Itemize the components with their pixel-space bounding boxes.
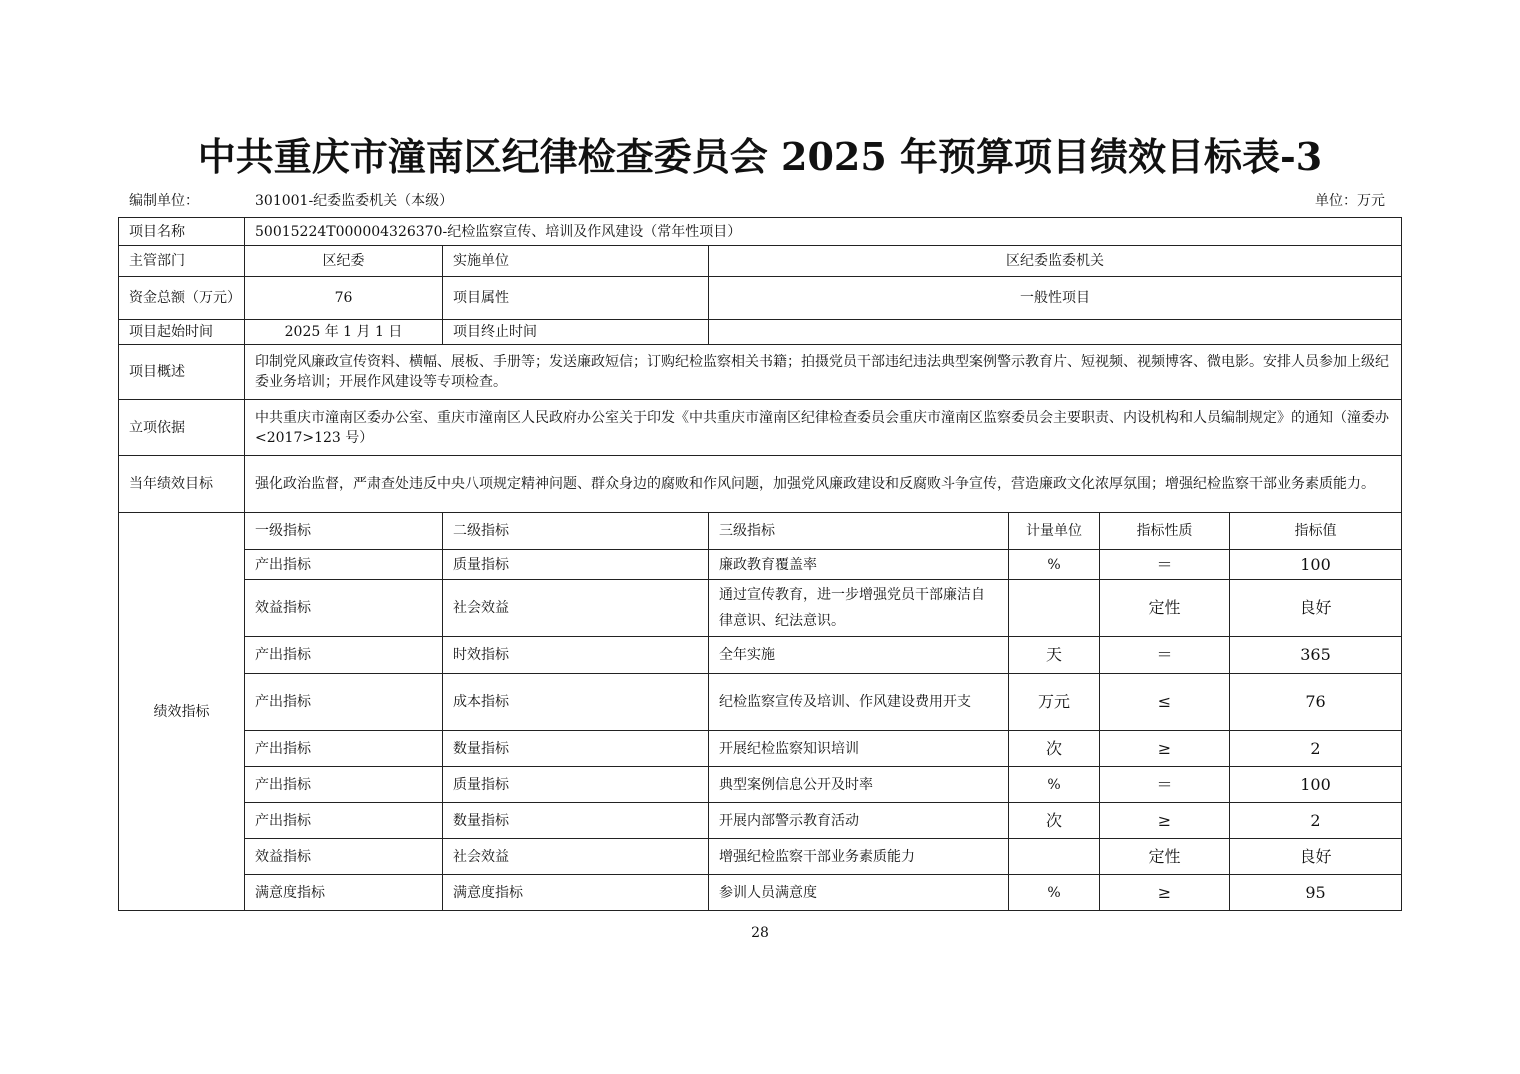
- cell-unit: %: [1009, 767, 1100, 803]
- perf-header-row: [119, 513, 1402, 550]
- project-name-label: 项目名称: [119, 218, 245, 246]
- cell-l2: 质量指标: [443, 550, 709, 580]
- dept-value: 区纪委: [245, 246, 443, 277]
- header-l2: 二级指标: [443, 513, 709, 550]
- attr-value: 一般性项目: [709, 277, 1402, 320]
- cell-nature: ＝: [1100, 550, 1230, 580]
- project-name-value: 50015224T000004326370-纪检监察宣传、培训及作风建设（常年性项目）: [245, 218, 1402, 246]
- fund-label: 资金总额（万元）: [119, 277, 245, 320]
- cell-l3: 增强纪检监察干部业务素质能力: [709, 839, 1009, 875]
- cell-nature: ≥: [1100, 875, 1230, 911]
- table-row: [119, 550, 1402, 580]
- cell-value: 95: [1230, 875, 1402, 911]
- cell-unit: 天: [1009, 637, 1100, 674]
- impl-label: 实施单位: [443, 246, 709, 277]
- cell-value: 良好: [1230, 580, 1402, 637]
- row-dept: [119, 246, 1402, 277]
- performance-table: [118, 217, 1402, 911]
- table-row: [119, 875, 1402, 911]
- cell-value: 100: [1230, 550, 1402, 580]
- cell-unit: [1009, 580, 1100, 637]
- cell-l3: 参训人员满意度: [709, 875, 1009, 911]
- goal-label: 当年绩效目标: [119, 456, 245, 513]
- end-label: 项目终止时间: [443, 320, 709, 345]
- cell-l2: 成本指标: [443, 674, 709, 731]
- header-nature: 指标性质: [1100, 513, 1230, 550]
- cell-value: 365: [1230, 637, 1402, 674]
- basis-label: 立项依据: [119, 400, 245, 456]
- header-l3: 三级指标: [709, 513, 1009, 550]
- overview-label: 项目概述: [119, 345, 245, 400]
- cell-nature: ≤: [1100, 674, 1230, 731]
- row-basis: [119, 400, 1402, 456]
- cell-unit: 次: [1009, 731, 1100, 767]
- page-title: 中共重庆市潼南区纪律检查委员会 2025 年预算项目绩效目标表-3: [197, 134, 1323, 179]
- header-unit: 计量单位: [1009, 513, 1100, 550]
- row-period: [119, 320, 1402, 345]
- table-row: [119, 803, 1402, 839]
- cell-value: 100: [1230, 767, 1402, 803]
- money-unit: 单位：万元: [1315, 193, 1385, 209]
- cell-l2: 满意度指标: [443, 875, 709, 911]
- cell-unit: 万元: [1009, 674, 1100, 731]
- row-fund: [119, 277, 1402, 320]
- unit-org-label: 编制单位：: [129, 193, 199, 209]
- cell-nature: ＝: [1100, 767, 1230, 803]
- cell-l3: 全年实施: [709, 637, 1009, 674]
- goal-value: 强化政治监督，严肃查处违反中央八项规定精神问题、群众身边的腐败和作风问题，加强党风廉政建设和反腐败斗争宣传，营造廉政文化浓厚氛围；增强纪检监察干部业务素质能力。: [245, 456, 1402, 513]
- cell-l3: 典型案例信息公开及时率: [709, 767, 1009, 803]
- cell-unit: [1009, 839, 1100, 875]
- cell-value: 76: [1230, 674, 1402, 731]
- cell-unit: %: [1009, 550, 1100, 580]
- overview-value: 印制党风廉政宣传资料、横幅、展板、手册等；发送廉政短信；订购纪检监察相关书籍；拍摄党员干部违纪违法典型案例警示教育片、短视频、视频博客、微电影。安排人员参加上级纪委业务培训；开展作风建设等专项检查。: [245, 345, 1402, 400]
- row-goal: [119, 456, 1402, 513]
- header-l1: 一级指标: [245, 513, 443, 550]
- header-value: 指标值: [1230, 513, 1402, 550]
- dept-label: 主管部门: [119, 246, 245, 277]
- table-row: [119, 674, 1402, 731]
- table-row: [119, 731, 1402, 767]
- cell-value: 2: [1230, 731, 1402, 767]
- table-row: [119, 767, 1402, 803]
- cell-l1: 产出指标: [245, 767, 443, 803]
- cell-l1: 满意度指标: [245, 875, 443, 911]
- cell-l2: 社会效益: [443, 839, 709, 875]
- cell-l1: 产出指标: [245, 550, 443, 580]
- table-row: [119, 839, 1402, 875]
- attr-label: 项目属性: [443, 277, 709, 320]
- cell-l2: 质量指标: [443, 767, 709, 803]
- cell-l2: 数量指标: [443, 803, 709, 839]
- start-value: 2025 年 1 月 1 日: [245, 320, 443, 345]
- fund-value: 76: [245, 277, 443, 320]
- table-row: [119, 580, 1402, 637]
- start-label: 项目起始时间: [119, 320, 245, 345]
- end-value: [709, 320, 1402, 345]
- cell-l2: 数量指标: [443, 731, 709, 767]
- cell-l1: 产出指标: [245, 731, 443, 767]
- unit-org-value: 301001-纪委监委机关（本级）: [255, 193, 454, 209]
- page-number: 28: [751, 925, 769, 941]
- basis-value: 中共重庆市潼南区委办公室、重庆市潼南区人民政府办公室关于印发《中共重庆市潼南区纪律检查委员会重庆市潼南区监察委员会主要职责、内设机构和人员编制规定》的通知（潼委办<2017>123 号）: [245, 400, 1402, 456]
- cell-l2: 时效指标: [443, 637, 709, 674]
- cell-l2: 社会效益: [443, 580, 709, 637]
- cell-nature: ≥: [1100, 731, 1230, 767]
- cell-l1: 产出指标: [245, 674, 443, 731]
- cell-l1: 效益指标: [245, 580, 443, 637]
- impl-value: 区纪委监委机关: [709, 246, 1402, 277]
- cell-value: 2: [1230, 803, 1402, 839]
- cell-l3: 通过宣传教育，进一步增强党员干部廉洁自律意识、纪法意识。: [709, 580, 1009, 637]
- cell-l1: 产出指标: [245, 803, 443, 839]
- cell-l3: 开展内部警示教育活动: [709, 803, 1009, 839]
- row-overview: [119, 345, 1402, 400]
- table-row: [119, 637, 1402, 674]
- cell-l1: 效益指标: [245, 839, 443, 875]
- cell-nature: 定性: [1100, 839, 1230, 875]
- cell-l3: 纪检监察宣传及培训、作风建设费用开支: [709, 674, 1009, 731]
- row-project-name: [119, 218, 1402, 246]
- cell-l1: 产出指标: [245, 637, 443, 674]
- cell-nature: ≥: [1100, 803, 1230, 839]
- cell-unit: %: [1009, 875, 1100, 911]
- cell-nature: 定性: [1100, 580, 1230, 637]
- perf-label: 绩效指标: [119, 513, 245, 911]
- cell-l3: 开展纪检监察知识培训: [709, 731, 1009, 767]
- cell-l3: 廉政教育覆盖率: [709, 550, 1009, 580]
- cell-unit: 次: [1009, 803, 1100, 839]
- cell-value: 良好: [1230, 839, 1402, 875]
- cell-nature: ＝: [1100, 637, 1230, 674]
